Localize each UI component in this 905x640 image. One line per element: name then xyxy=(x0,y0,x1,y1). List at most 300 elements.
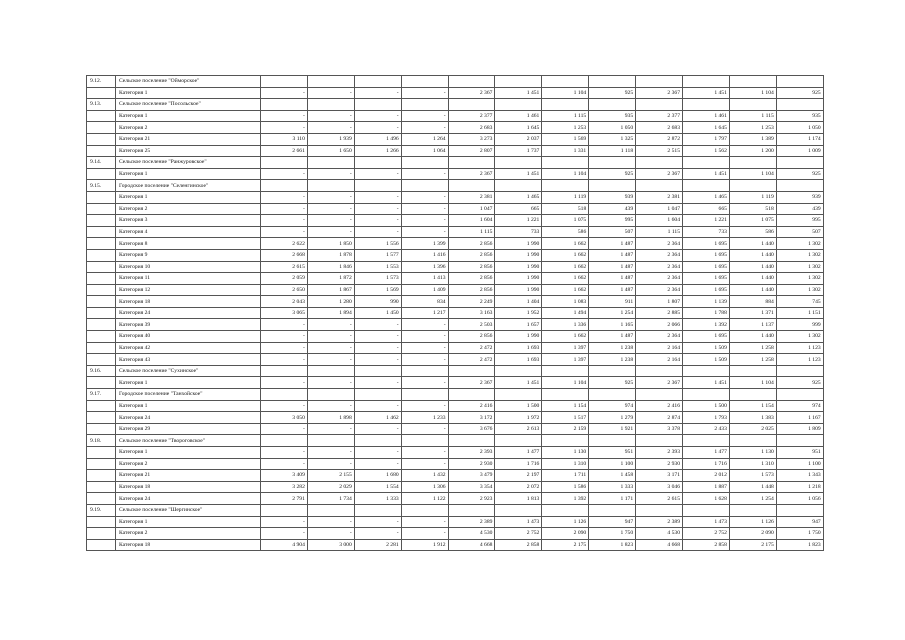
empty-cell xyxy=(87,539,116,551)
empty-cell xyxy=(87,331,116,343)
value-cell: 3 163 xyxy=(448,307,495,319)
empty-cell xyxy=(776,76,823,88)
value-cell: 1 310 xyxy=(729,458,776,470)
table-row xyxy=(87,377,824,389)
value-cell: 2 661 xyxy=(261,145,308,157)
value-cell: - xyxy=(401,110,448,122)
section-header-row xyxy=(87,389,824,401)
value-cell: - xyxy=(401,331,448,343)
value-cell: 2 856 xyxy=(448,249,495,261)
value-cell: 1 056 xyxy=(776,493,823,505)
value-cell: - xyxy=(401,423,448,435)
value-cell: 2 615 xyxy=(636,493,683,505)
empty-cell xyxy=(87,226,116,238)
empty-cell xyxy=(448,76,495,88)
value-cell: - xyxy=(261,342,308,354)
value-cell: 1 716 xyxy=(683,458,730,470)
value-cell: 935 xyxy=(589,110,636,122)
table-row xyxy=(87,87,824,99)
empty-cell xyxy=(542,99,589,111)
category-label: Категория 25 xyxy=(116,145,261,157)
empty-cell xyxy=(261,389,308,401)
empty-cell xyxy=(448,157,495,169)
empty-cell xyxy=(87,203,116,215)
category-label: Категория 1 xyxy=(116,400,261,412)
empty-cell xyxy=(87,110,116,122)
value-cell: 1 233 xyxy=(401,412,448,424)
empty-cell xyxy=(354,99,401,111)
empty-cell xyxy=(683,157,730,169)
value-cell: 2 613 xyxy=(495,423,542,435)
value-cell: 2 923 xyxy=(448,493,495,505)
empty-cell xyxy=(729,435,776,447)
value-cell: 1 939 xyxy=(307,133,354,145)
value-cell: 2 930 xyxy=(636,458,683,470)
value-cell: 1 075 xyxy=(729,215,776,227)
value-cell: 1 064 xyxy=(401,145,448,157)
value-cell: 1 487 xyxy=(589,238,636,250)
empty-cell xyxy=(495,389,542,401)
value-cell: 1 416 xyxy=(401,249,448,261)
value-cell: 2 155 xyxy=(307,470,354,482)
value-cell: 1 693 xyxy=(495,342,542,354)
value-cell: 1 562 xyxy=(683,145,730,157)
value-cell: - xyxy=(354,458,401,470)
section-number: 9.12. xyxy=(87,76,116,88)
table-row xyxy=(87,238,824,250)
empty-cell xyxy=(729,180,776,192)
value-cell: - xyxy=(307,168,354,180)
category-label: Категория 2 xyxy=(116,122,261,134)
value-cell: 2 249 xyxy=(448,296,495,308)
empty-cell xyxy=(307,504,354,516)
value-cell: - xyxy=(354,191,401,203)
section-header-row xyxy=(87,76,824,88)
value-cell: 1 887 xyxy=(683,481,730,493)
value-cell: - xyxy=(307,516,354,528)
value-cell: 2 377 xyxy=(636,110,683,122)
value-cell: 1 487 xyxy=(589,284,636,296)
empty-cell xyxy=(261,180,308,192)
value-cell: 1 573 xyxy=(354,273,401,285)
value-cell: 2 381 xyxy=(636,191,683,203)
value-cell: 1 553 xyxy=(354,261,401,273)
empty-cell xyxy=(354,157,401,169)
value-cell: 3 110 xyxy=(261,133,308,145)
value-cell: - xyxy=(307,110,354,122)
empty-cell xyxy=(87,133,116,145)
value-cell: 1 451 xyxy=(495,377,542,389)
empty-cell xyxy=(307,435,354,447)
value-cell: 925 xyxy=(589,87,636,99)
value-cell: 1 662 xyxy=(542,249,589,261)
table-row xyxy=(87,273,824,285)
value-cell: 2 367 xyxy=(636,377,683,389)
value-cell: 1 695 xyxy=(683,284,730,296)
value-cell: 733 xyxy=(495,226,542,238)
value-cell: 1 404 xyxy=(495,296,542,308)
table-row xyxy=(87,284,824,296)
table-row xyxy=(87,296,824,308)
empty-cell xyxy=(776,180,823,192)
table-row xyxy=(87,458,824,470)
empty-cell xyxy=(729,389,776,401)
value-cell: 586 xyxy=(542,226,589,238)
value-cell: - xyxy=(401,516,448,528)
value-cell: 1 310 xyxy=(542,458,589,470)
empty-cell xyxy=(495,365,542,377)
value-cell: 3 046 xyxy=(636,481,683,493)
value-cell: - xyxy=(401,354,448,366)
empty-cell xyxy=(729,365,776,377)
value-cell: 1 266 xyxy=(354,145,401,157)
category-label: Категория 42 xyxy=(116,342,261,354)
value-cell: 1 823 xyxy=(589,539,636,551)
value-cell: - xyxy=(401,377,448,389)
table-row xyxy=(87,133,824,145)
value-cell: 2 367 xyxy=(448,168,495,180)
value-cell: 2 856 xyxy=(448,331,495,343)
empty-cell xyxy=(542,365,589,377)
value-cell: - xyxy=(261,122,308,134)
value-cell: 1 217 xyxy=(401,307,448,319)
value-cell: - xyxy=(401,342,448,354)
value-cell: 1 392 xyxy=(542,493,589,505)
empty-cell xyxy=(87,458,116,470)
value-cell: 925 xyxy=(776,377,823,389)
value-cell: 2 858 xyxy=(683,539,730,551)
value-cell: 2 433 xyxy=(683,423,730,435)
empty-cell xyxy=(776,504,823,516)
value-cell: 1 461 xyxy=(683,110,730,122)
empty-cell xyxy=(87,261,116,273)
empty-cell xyxy=(636,365,683,377)
value-cell: 1 465 xyxy=(495,191,542,203)
value-cell: 1 680 xyxy=(354,470,401,482)
value-cell: 1 104 xyxy=(729,168,776,180)
value-cell: 1 813 xyxy=(495,493,542,505)
category-label: Категория 10 xyxy=(116,261,261,273)
section-title: Сельское поселение "Ранжуровское" xyxy=(116,157,261,169)
value-cell: - xyxy=(354,168,401,180)
value-cell: 2 856 xyxy=(448,261,495,273)
value-cell: 733 xyxy=(683,226,730,238)
section-title: Сельское поселение "Шергинское" xyxy=(116,504,261,516)
category-label: Категория 3 xyxy=(116,215,261,227)
value-cell: 1 302 xyxy=(776,238,823,250)
empty-cell xyxy=(683,389,730,401)
value-cell: 1 104 xyxy=(542,377,589,389)
value-cell: - xyxy=(354,377,401,389)
empty-cell xyxy=(542,389,589,401)
value-cell: 1 734 xyxy=(307,493,354,505)
table-row xyxy=(87,493,824,505)
value-cell: 2 791 xyxy=(261,493,308,505)
empty-cell xyxy=(401,99,448,111)
value-cell: - xyxy=(307,203,354,215)
value-cell: 3 479 xyxy=(448,470,495,482)
value-cell: 1 126 xyxy=(729,516,776,528)
empty-cell xyxy=(87,122,116,134)
value-cell: 1 807 xyxy=(636,296,683,308)
value-cell: 1 952 xyxy=(495,307,542,319)
empty-cell xyxy=(307,365,354,377)
value-cell: 4 530 xyxy=(636,528,683,540)
category-label: Категория 4 xyxy=(116,226,261,238)
value-cell: 1 554 xyxy=(354,481,401,493)
value-cell: 1 867 xyxy=(307,284,354,296)
empty-cell xyxy=(401,76,448,88)
value-cell: 1 577 xyxy=(354,249,401,261)
value-cell: 439 xyxy=(776,203,823,215)
value-cell: 1 399 xyxy=(401,238,448,250)
value-cell: 1 509 xyxy=(683,342,730,354)
value-cell: - xyxy=(401,203,448,215)
value-cell: 1 990 xyxy=(495,284,542,296)
value-cell: 925 xyxy=(776,168,823,180)
value-cell: - xyxy=(354,215,401,227)
value-cell: 1 221 xyxy=(495,215,542,227)
empty-cell xyxy=(542,180,589,192)
value-cell: 925 xyxy=(589,168,636,180)
value-cell: 1 254 xyxy=(729,493,776,505)
value-cell: 3 050 xyxy=(261,412,308,424)
empty-cell xyxy=(448,389,495,401)
section-title: Городское поселение "Селенгинское" xyxy=(116,180,261,192)
value-cell: 2 164 xyxy=(636,354,683,366)
value-cell: 1 657 xyxy=(495,319,542,331)
value-cell: 1 662 xyxy=(542,331,589,343)
value-cell: - xyxy=(401,168,448,180)
empty-cell xyxy=(448,180,495,192)
value-cell: 2 090 xyxy=(729,528,776,540)
table-row xyxy=(87,226,824,238)
value-cell: 3 354 xyxy=(448,481,495,493)
value-cell: 2 389 xyxy=(448,516,495,528)
empty-cell xyxy=(542,157,589,169)
value-cell: 1 371 xyxy=(729,307,776,319)
value-cell: 1 586 xyxy=(542,481,589,493)
value-cell: 939 xyxy=(589,191,636,203)
value-cell: 1 500 xyxy=(683,400,730,412)
value-cell: 1 238 xyxy=(589,342,636,354)
empty-cell xyxy=(495,76,542,88)
value-cell: 1 990 xyxy=(495,261,542,273)
value-cell: 951 xyxy=(776,447,823,459)
value-cell: 1 397 xyxy=(542,342,589,354)
empty-cell xyxy=(87,516,116,528)
category-label: Категория 1 xyxy=(116,516,261,528)
value-cell: 3 065 xyxy=(261,307,308,319)
empty-cell xyxy=(354,365,401,377)
empty-cell xyxy=(87,238,116,250)
table-body xyxy=(87,76,824,551)
value-cell: 4 668 xyxy=(636,539,683,551)
value-cell: 2 872 xyxy=(636,133,683,145)
empty-cell xyxy=(87,528,116,540)
value-cell: 1 409 xyxy=(401,284,448,296)
value-cell: 1 050 xyxy=(776,122,823,134)
value-cell: 1 823 xyxy=(776,539,823,551)
value-cell: 1 972 xyxy=(495,412,542,424)
value-cell: - xyxy=(307,458,354,470)
empty-cell xyxy=(776,157,823,169)
value-cell: 1 662 xyxy=(542,273,589,285)
value-cell: 947 xyxy=(589,516,636,528)
value-cell: - xyxy=(354,423,401,435)
value-cell: 1 100 xyxy=(589,458,636,470)
table-row xyxy=(87,319,824,331)
value-cell: - xyxy=(307,87,354,99)
empty-cell xyxy=(495,435,542,447)
empty-cell xyxy=(87,191,116,203)
table-row xyxy=(87,168,824,180)
empty-cell xyxy=(683,365,730,377)
document-page xyxy=(86,75,823,551)
value-cell: 1 645 xyxy=(495,122,542,134)
value-cell: 1 473 xyxy=(495,516,542,528)
empty-cell xyxy=(542,435,589,447)
value-cell: 2 622 xyxy=(261,238,308,250)
value-cell: 1 450 xyxy=(354,307,401,319)
value-cell: 2 856 xyxy=(448,284,495,296)
value-cell: - xyxy=(307,191,354,203)
value-cell: 1 440 xyxy=(729,331,776,343)
empty-cell xyxy=(401,504,448,516)
empty-cell xyxy=(354,504,401,516)
value-cell: 1 302 xyxy=(776,249,823,261)
empty-cell xyxy=(261,365,308,377)
value-cell: 1 711 xyxy=(542,470,589,482)
value-cell: - xyxy=(354,331,401,343)
table-row xyxy=(87,516,824,528)
value-cell: 1 461 xyxy=(495,110,542,122)
category-label: Категория 1 xyxy=(116,447,261,459)
value-cell: 1 123 xyxy=(776,342,823,354)
table-row xyxy=(87,203,824,215)
value-cell: 1 254 xyxy=(589,307,636,319)
value-cell: 1 894 xyxy=(307,307,354,319)
value-cell: - xyxy=(401,215,448,227)
value-cell: - xyxy=(354,110,401,122)
value-cell: 925 xyxy=(776,87,823,99)
empty-cell xyxy=(307,76,354,88)
value-cell: - xyxy=(401,528,448,540)
value-cell: 1 662 xyxy=(542,261,589,273)
empty-cell xyxy=(542,76,589,88)
section-title: Сельское поселение "Ойморское" xyxy=(116,76,261,88)
value-cell: 1 279 xyxy=(589,412,636,424)
value-cell: 1 716 xyxy=(495,458,542,470)
table-row xyxy=(87,412,824,424)
value-cell: 1 104 xyxy=(729,87,776,99)
value-cell: 1 130 xyxy=(729,447,776,459)
value-cell: 2 668 xyxy=(261,249,308,261)
value-cell: - xyxy=(261,168,308,180)
value-cell: 2 515 xyxy=(636,145,683,157)
value-cell: 1 695 xyxy=(683,261,730,273)
empty-cell xyxy=(261,76,308,88)
value-cell: - xyxy=(261,516,308,528)
section-header-row xyxy=(87,99,824,111)
empty-cell xyxy=(683,180,730,192)
value-cell: 2 059 xyxy=(261,273,308,285)
empty-cell xyxy=(589,157,636,169)
value-cell: 1 440 xyxy=(729,238,776,250)
section-title: Сельское поселение "Творогoвское" xyxy=(116,435,261,447)
empty-cell xyxy=(401,157,448,169)
value-cell: 1 171 xyxy=(589,493,636,505)
value-cell: 2 367 xyxy=(636,87,683,99)
value-cell: 2 393 xyxy=(448,447,495,459)
value-cell: 1 151 xyxy=(776,307,823,319)
empty-cell xyxy=(589,504,636,516)
value-cell: 1 487 xyxy=(589,249,636,261)
value-cell: 2 072 xyxy=(495,481,542,493)
value-cell: 1 850 xyxy=(307,238,354,250)
empty-cell xyxy=(636,389,683,401)
category-label: Категория 18 xyxy=(116,539,261,551)
value-cell: 4 904 xyxy=(261,539,308,551)
value-cell: 2 874 xyxy=(636,412,683,424)
value-cell: - xyxy=(401,87,448,99)
empty-cell xyxy=(589,389,636,401)
value-cell: - xyxy=(354,516,401,528)
empty-cell xyxy=(448,504,495,516)
value-cell: 2 175 xyxy=(729,539,776,551)
value-cell: 2 503 xyxy=(448,319,495,331)
value-cell: 1 413 xyxy=(401,273,448,285)
value-cell: 1 496 xyxy=(354,133,401,145)
value-cell: 1 302 xyxy=(776,261,823,273)
value-cell: 1 075 xyxy=(542,215,589,227)
empty-cell xyxy=(495,504,542,516)
value-cell: 2 472 xyxy=(448,342,495,354)
category-label: Категория 1 xyxy=(116,191,261,203)
value-cell: 1 465 xyxy=(683,191,730,203)
value-cell: 2 367 xyxy=(448,87,495,99)
section-number: 9.16. xyxy=(87,365,116,377)
value-cell: - xyxy=(354,400,401,412)
table-row xyxy=(87,122,824,134)
value-cell: - xyxy=(354,319,401,331)
value-cell: 999 xyxy=(776,319,823,331)
value-cell: 1 119 xyxy=(729,191,776,203)
value-cell: 1 517 xyxy=(542,412,589,424)
table-row xyxy=(87,249,824,261)
empty-cell xyxy=(448,435,495,447)
value-cell: 2 364 xyxy=(636,284,683,296)
empty-cell xyxy=(495,99,542,111)
table-row xyxy=(87,354,824,366)
value-cell: 2 885 xyxy=(636,307,683,319)
value-cell: 1 440 xyxy=(729,261,776,273)
value-cell: 1 809 xyxy=(776,423,823,435)
table-row xyxy=(87,261,824,273)
value-cell: 1 990 xyxy=(495,273,542,285)
value-cell: 1 921 xyxy=(589,423,636,435)
value-cell: 2 377 xyxy=(448,110,495,122)
value-cell: 2 856 xyxy=(448,273,495,285)
empty-cell xyxy=(589,435,636,447)
empty-cell xyxy=(401,435,448,447)
value-cell: 1 306 xyxy=(401,481,448,493)
empty-cell xyxy=(354,76,401,88)
value-cell: 2 037 xyxy=(495,133,542,145)
empty-cell xyxy=(683,504,730,516)
value-cell: - xyxy=(307,528,354,540)
empty-cell xyxy=(87,377,116,389)
